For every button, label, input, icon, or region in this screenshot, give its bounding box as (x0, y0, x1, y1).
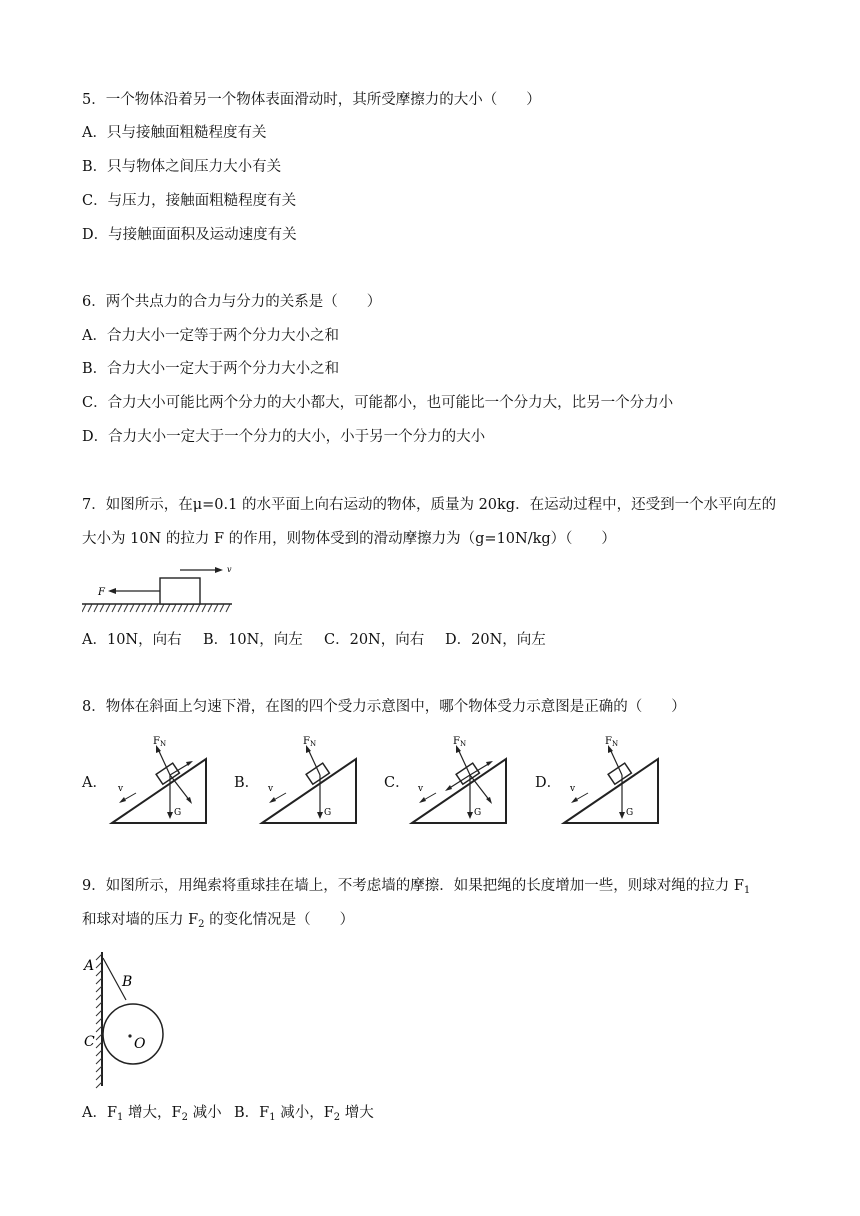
svg-text:FN: $F_N$ (153, 736, 167, 748)
q8-diagram-d (560, 733, 664, 829)
q7-stem-line2: 大小为 10N 的拉力 F 的作用，则物体受到的滑动摩擦力为（g=10N/kg）（ ） (82, 531, 616, 547)
svg-text:v: v (570, 784, 576, 794)
q7-label-v: v (227, 565, 232, 574)
q9-ball (103, 1004, 163, 1064)
svg-text:G: G (474, 808, 482, 818)
q9-stem-line2: 和球对墙的压力 $F_2$ 的变化情况是（ ） (82, 912, 355, 930)
q8-option-a[interactable]: A． (82, 775, 107, 791)
q9-ball-wall-figure (82, 946, 172, 1092)
q8-stem: 8．物体在斜面上匀速下滑，在图的四个受力示意图中，哪个物体受力示意图是正确的（ ） (82, 699, 686, 715)
svg-text:B: B (122, 974, 133, 990)
q9-center-dot (128, 1034, 131, 1037)
q7-label-F: F (98, 587, 105, 598)
q5-option-b[interactable]: B．只与物体之间压力大小有关 (82, 159, 282, 175)
svg-text:v: v (118, 784, 124, 794)
q5-option-c[interactable]: C．与压力，接触面粗糙程度有关 (82, 193, 297, 209)
svg-text:G: G (626, 808, 634, 818)
q8-option-c[interactable]: C． (384, 775, 410, 791)
q5-option-a[interactable]: A．只与接触面粗糙程度有关 (82, 125, 267, 141)
q6-option-b[interactable]: B．合力大小一定大于两个分力大小之和 (82, 361, 340, 377)
svg-text:v: v (418, 784, 424, 794)
q9-option-a[interactable]: A．$F_1$ 增大，$F_2$ 减小 (82, 1105, 222, 1123)
q7-block-figure (82, 562, 234, 618)
q6-stem: 6．两个共点力的合力与分力的关系是（ ） (82, 294, 382, 310)
q7-stem-line1: 7．如图所示，在μ=0.1 的水平面上向右运动的物体，质量为 20kg．在运动过程中，还受到一个水平向左的 (82, 497, 777, 513)
q7-option-d[interactable]: D．20N，向左 (445, 632, 546, 648)
svg-text:v: v (268, 784, 274, 794)
q7-block (160, 578, 200, 604)
q9-stem-line1: 9．如图所示，用绳索将重球挂在墙上，不考虑墙的摩擦．如果把绳的长度增加一些，则球对绳的拉力 $F_1$ (82, 878, 751, 896)
svg-text:FN: $F_N$ (453, 736, 467, 748)
svg-text:G: G (174, 808, 182, 818)
q8-diagram-a (108, 733, 212, 829)
q8-diagram-b (258, 733, 362, 829)
q8-option-d[interactable]: D． (535, 775, 562, 791)
svg-text:G: G (324, 808, 332, 818)
q7-option-a[interactable]: A．10N，向右 (82, 632, 182, 648)
svg-text:FN: $F_N$ (303, 736, 317, 748)
q8-option-b[interactable]: B． (234, 775, 260, 791)
svg-text:FN: $F_N$ (605, 736, 619, 748)
q6-option-c[interactable]: C．合力大小可能比两个分力的大小都大，可能都小，也可能比一个分力大，比另一个分力小 (82, 395, 674, 411)
svg-text:A: A (84, 958, 95, 974)
q5-stem: 5．一个物体沿着另一个物体表面滑动时，其所受摩擦力的大小（ ） (82, 92, 541, 108)
q9-option-b[interactable]: B．$F_1$ 减小，$F_2$ 增大 (234, 1105, 374, 1123)
q7-option-b[interactable]: B．10N，向左 (203, 632, 303, 648)
q5-option-d[interactable]: D．与接触面面积及运动速度有关 (82, 227, 297, 243)
q7-option-c[interactable]: C．20N，向右 (324, 632, 425, 648)
svg-text:O: O (134, 1036, 146, 1052)
svg-text:C: C (84, 1034, 95, 1050)
q6-option-a[interactable]: A．合力大小一定等于两个分力大小之和 (82, 328, 339, 344)
q8-diagram-c (408, 733, 512, 829)
q6-option-d[interactable]: D．合力大小一定大于一个分力的大小，小于另一个分力的大小 (82, 429, 486, 445)
